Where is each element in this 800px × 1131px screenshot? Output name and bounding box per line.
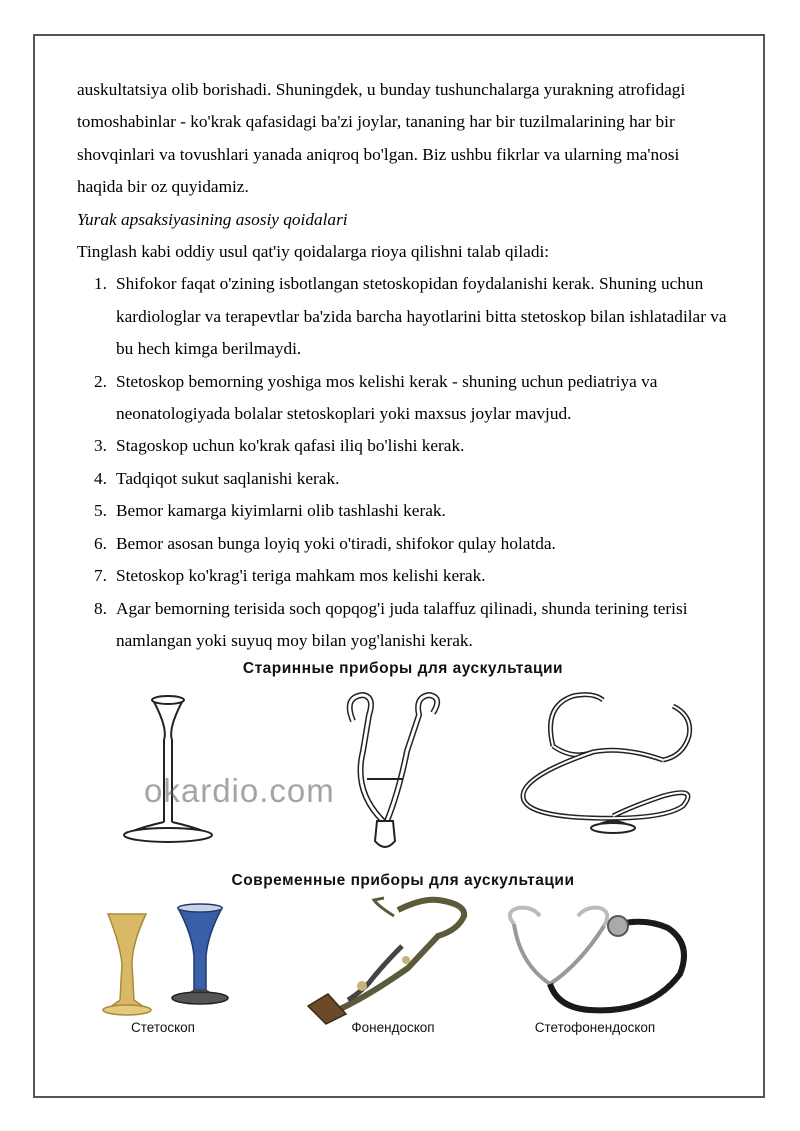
document-body [77, 74, 727, 657]
caption-stethoscope: Стетоскоп [130, 1020, 195, 1035]
list-text: Agar bemorning terisida soch qopqog'i juda talaffuz qilinadi, shunda terining terisi namlangan yoki suyuq moy bilan yog'lanishi kerak. [116, 598, 688, 650]
phonendoscope-illustration [298, 896, 478, 1026]
list-item [77, 430, 727, 462]
rules-list [77, 268, 727, 657]
list-text: Shifokor faqat o'zining isbotlangan stetoskopidan foydalanishi kerak. Shuning uchun kardiologlar va terapevtlar ba'zida barcha hayotlarini bitta stetoskop bilan ishlatadilar va bu hech kimga berilmaydi. [116, 274, 727, 359]
list-text: Stetoskop ko'krag'i teriga mahkam mos kelishi kerak. [116, 566, 486, 586]
list-text: Stagoskop uchun ko'krak qafasi iliq bo'lishi kerak. [116, 436, 465, 456]
list-item [77, 560, 727, 592]
modern-monaural-stethoscopes-illustration [100, 904, 250, 1024]
list-number: 6. [94, 533, 107, 553]
section-subheading: Yurak apsaksiyasining asosiy qoidalari [77, 209, 348, 229]
list-item [77, 463, 727, 495]
list-number: 4. [94, 468, 107, 488]
list-item [77, 495, 727, 527]
lead-sentence: Tinglash kabi oddiy usul qat'iy qoidalarga rioya qilishni talab qiladi: [77, 242, 550, 262]
caption-stethophonendoscope: Стетофонендоскоп [534, 1020, 656, 1035]
figure-title-modern: Современные приборы для аускультации [231, 872, 575, 889]
stethoscope-figure [98, 656, 708, 1046]
list-number: 5. [94, 501, 107, 521]
list-item [77, 268, 727, 365]
list-number: 2. [94, 371, 107, 391]
figure-title-old: Старинные приборы для аускультации [242, 660, 564, 677]
list-number: 3. [94, 436, 107, 456]
list-text: Tadqiqot sukut saqlanishi kerak. [116, 468, 340, 488]
list-item [77, 528, 727, 560]
list-text: Bemor kamarga kiyimlarni olib tashlashi kerak. [116, 501, 446, 521]
old-tubed-stethoscope-illustration [513, 686, 703, 856]
list-number: 1. [94, 274, 107, 294]
list-text: Stetoskop bemorning yoshiga mos kelishi kerak - shuning uchun pediatriya va neonatologiyada bolalar stetoskoplari yoki maxsus joylar mavjud. [116, 371, 658, 424]
list-item [77, 366, 727, 431]
watermark-text: okardio.com [144, 772, 335, 809]
list-item [77, 593, 727, 658]
intro-paragraph: auskultatsiya olib borishadi. Shuningdek, u bunday tushunchalarga yurakning atrofidagi tomoshabinlar - ko'krak qafasidagi ba'zi joylar, tananing har bir tuzilmalarining har bir shovqinlari va tovushlari yanada aniqroq bo'lgan. Biz ushbu fikrlar va ularning ma'nosi haqida bir oz quyidamiz. [77, 80, 686, 197]
list-number: 8. [94, 598, 107, 618]
caption-phonendoscope: Фонендоскоп [351, 1020, 435, 1035]
list-number: 7. [94, 566, 107, 586]
old-binaural-stethoscope-illustration [323, 691, 453, 861]
list-text: Bemor asosan bunga loyiq yoki o'tiradi, shifokor qulay holatda. [116, 533, 556, 553]
stethophonendoscope-illustration [500, 904, 690, 1024]
